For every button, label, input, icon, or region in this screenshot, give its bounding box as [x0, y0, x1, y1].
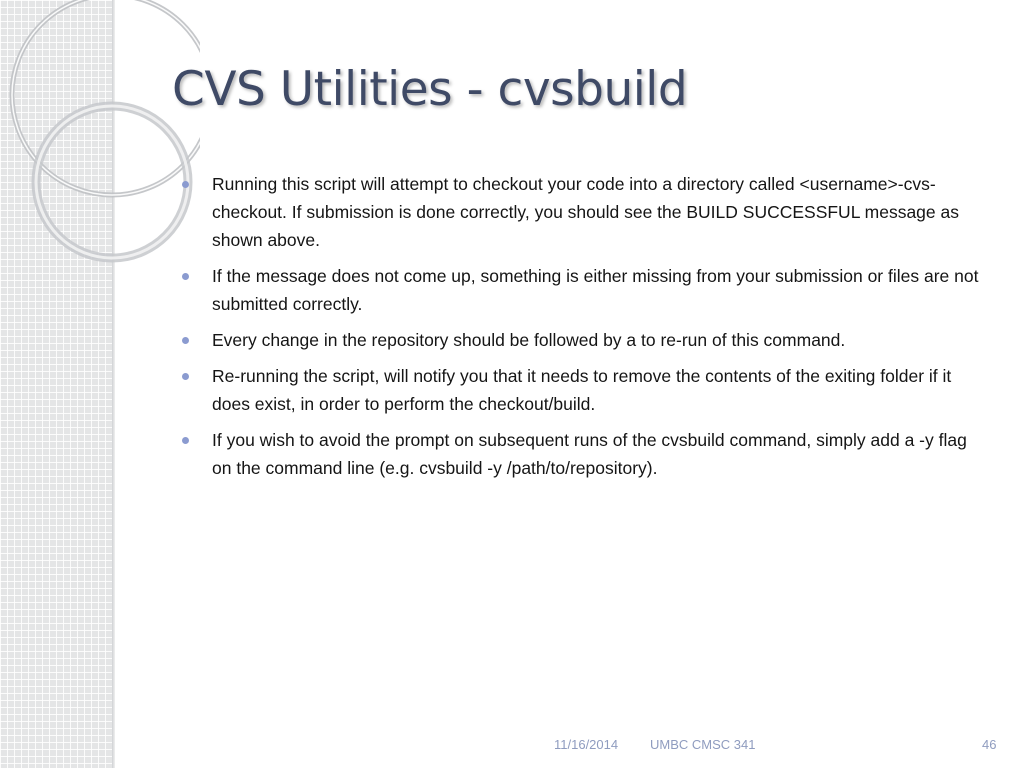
- bullet-item: [176, 262, 991, 318]
- bullet-item: [176, 170, 991, 254]
- bullet-dot-icon: [182, 181, 189, 188]
- bullet-text: Running this script will attempt to checkout your code into a directory called <username>-cvs-checkout. If submission is done correctly, you should see the BUILD SUCCESSFUL message as shown above.: [212, 174, 959, 250]
- bullet-text: Re-running the script, will notify you that it needs to remove the contents of the exiting folder if it does exist, in order to perform the checkout/build.: [212, 366, 952, 414]
- bullet-item: [176, 326, 991, 354]
- footer-date: 11/16/2014: [554, 737, 619, 752]
- bullet-item: [176, 426, 991, 482]
- bullet-dot-icon: [182, 373, 189, 380]
- decorative-circles: [0, 0, 200, 300]
- slide-number: 46: [982, 737, 997, 752]
- bullet-text: Every change in the repository should be followed by a to re-run of this command.: [212, 330, 846, 350]
- bullet-dot-icon: [182, 273, 189, 280]
- bullet-list: [176, 170, 991, 490]
- bullet-dot-icon: [182, 337, 189, 344]
- footer-course: UMBC CMSC 341: [650, 737, 756, 752]
- bullet-text: If the message does not come up, something is either missing from your submission or files are not submitted correctly.: [212, 266, 979, 314]
- bullet-item: [176, 362, 991, 418]
- bullet-text: If you wish to avoid the prompt on subsequent runs of the cvsbuild command, simply add a -y flag on the command line (e.g. cvsbuild -y /path/to/repository).: [212, 430, 967, 478]
- bullet-dot-icon: [182, 437, 189, 444]
- slide-title: CVS Utilities - cvsbuild: [172, 62, 688, 117]
